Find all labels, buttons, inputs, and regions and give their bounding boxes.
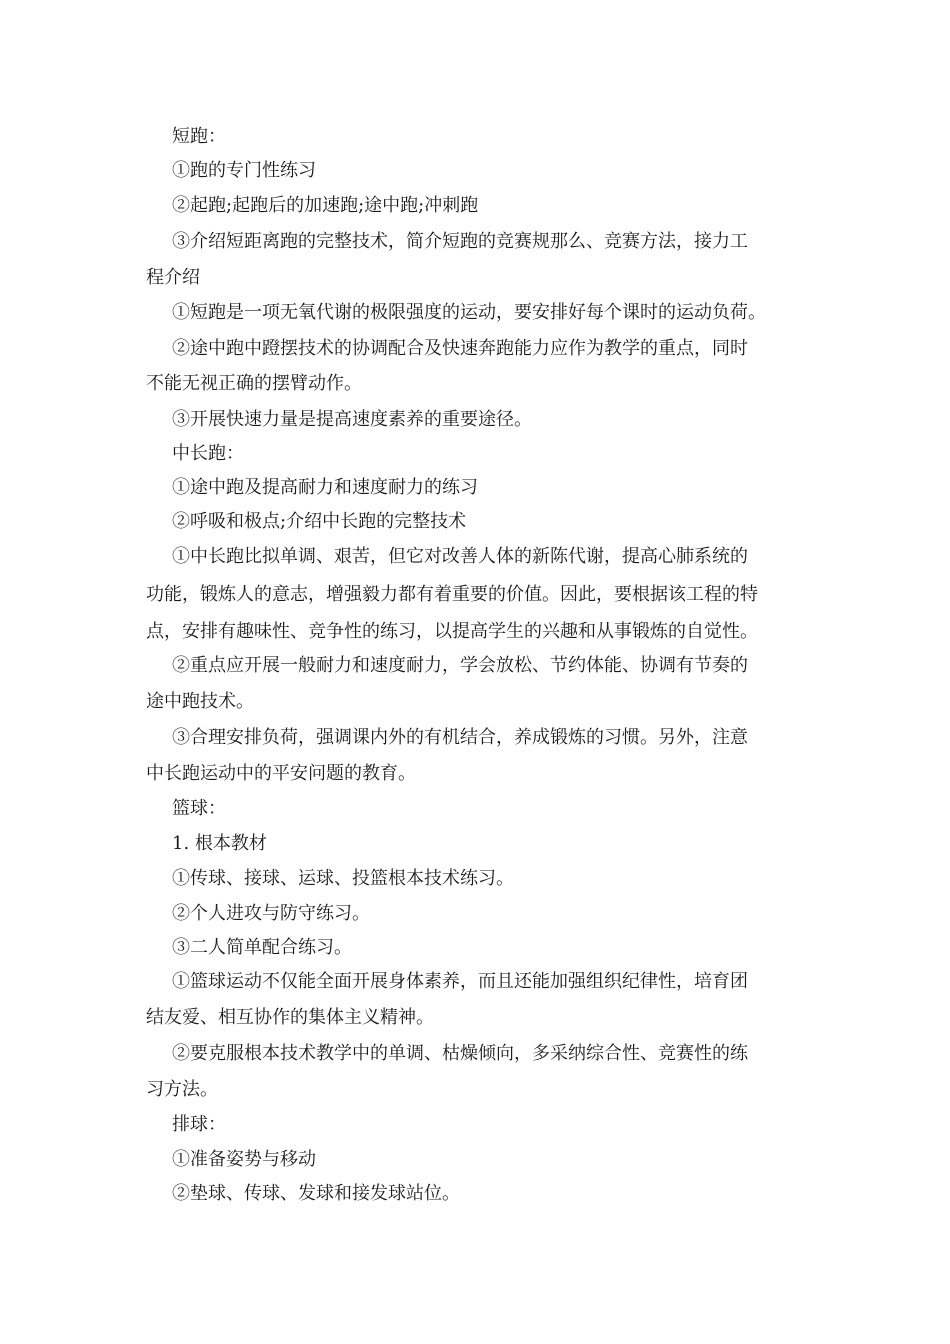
paragraph-line: ①跑的专门性练习: [172, 160, 316, 181]
paragraph-line: ③合理安排负荷，强调课内外的有机结合，养成锻炼的习惯。另外，注意: [172, 727, 748, 748]
heading-volleyball: 排球：: [172, 1114, 226, 1135]
paragraph-line: ①中长跑比拟单调、艰苦，但它对改善人体的新陈代谢，提高心肺系统的: [172, 546, 748, 567]
heading-sprint: 短跑：: [172, 126, 226, 147]
paragraph-line: 结友爱、相互协作的集体主义精神。: [146, 1007, 434, 1028]
paragraph-line: ②要克服根本技术教学中的单调、枯燥倾向，多采纳综合性、竞赛性的练: [172, 1043, 748, 1064]
paragraph-line: ①传球、接球、运球、投篮根本技术练习。: [172, 868, 514, 889]
paragraph-line: 中长跑运动中的平安问题的教育。: [146, 763, 416, 784]
heading-basketball: 篮球：: [172, 798, 226, 819]
paragraph-line: ②个人进攻与防守练习。: [172, 903, 370, 924]
paragraph-line: 途中跑技术。: [146, 691, 254, 712]
paragraph-line: ②起跑;起跑后的加速跑;途中跑;冲刺跑: [172, 195, 479, 216]
paragraph-line: ③二人简单配合练习。: [172, 937, 352, 958]
paragraph-line: 1. 根本教材: [172, 833, 267, 854]
paragraph-line: ①准备姿势与移动: [172, 1149, 316, 1170]
paragraph-line: 点，安排有趣味性、竞争性的练习，以提高学生的兴趣和从事锻炼的自觉性。: [146, 621, 758, 642]
paragraph-line: 功能，锻炼人的意志，增强毅力都有着重要的价值。因此，要根据该工程的特: [146, 584, 758, 605]
paragraph-line: ②垫球、传球、发球和接发球站位。: [172, 1183, 460, 1204]
heading-middle-distance: 中长跑：: [172, 443, 244, 464]
paragraph-line: ①途中跑及提高耐力和速度耐力的练习: [172, 477, 478, 498]
paragraph-line: 习方法。: [146, 1079, 218, 1100]
paragraph-line: 不能无视正确的摆臂动作。: [146, 373, 362, 394]
paragraph-line: ①篮球运动不仅能全面开展身体素养，而且还能加强组织纪律性，培育团: [172, 971, 748, 992]
paragraph-line: ③开展快速力量是提高速度素养的重要途径。: [172, 409, 532, 430]
paragraph-line: 程介绍: [146, 267, 200, 288]
paragraph-line: ①短跑是一项无氧代谢的极限强度的运动，要安排好每个课时的运动负荷。: [172, 302, 766, 323]
paragraph-line: ②途中跑中蹬摆技术的协调配合及快速奔跑能力应作为教学的重点，同时: [172, 338, 748, 359]
paragraph-line: ②重点应开展一般耐力和速度耐力，学会放松、节约体能、协调有节奏的: [172, 655, 748, 676]
paragraph-line: ②呼吸和极点;介绍中长跑的完整技术: [172, 511, 467, 532]
paragraph-line: ③介绍短距离跑的完整技术，简介短跑的竞赛规那么、竞赛方法，接力工: [172, 231, 748, 252]
